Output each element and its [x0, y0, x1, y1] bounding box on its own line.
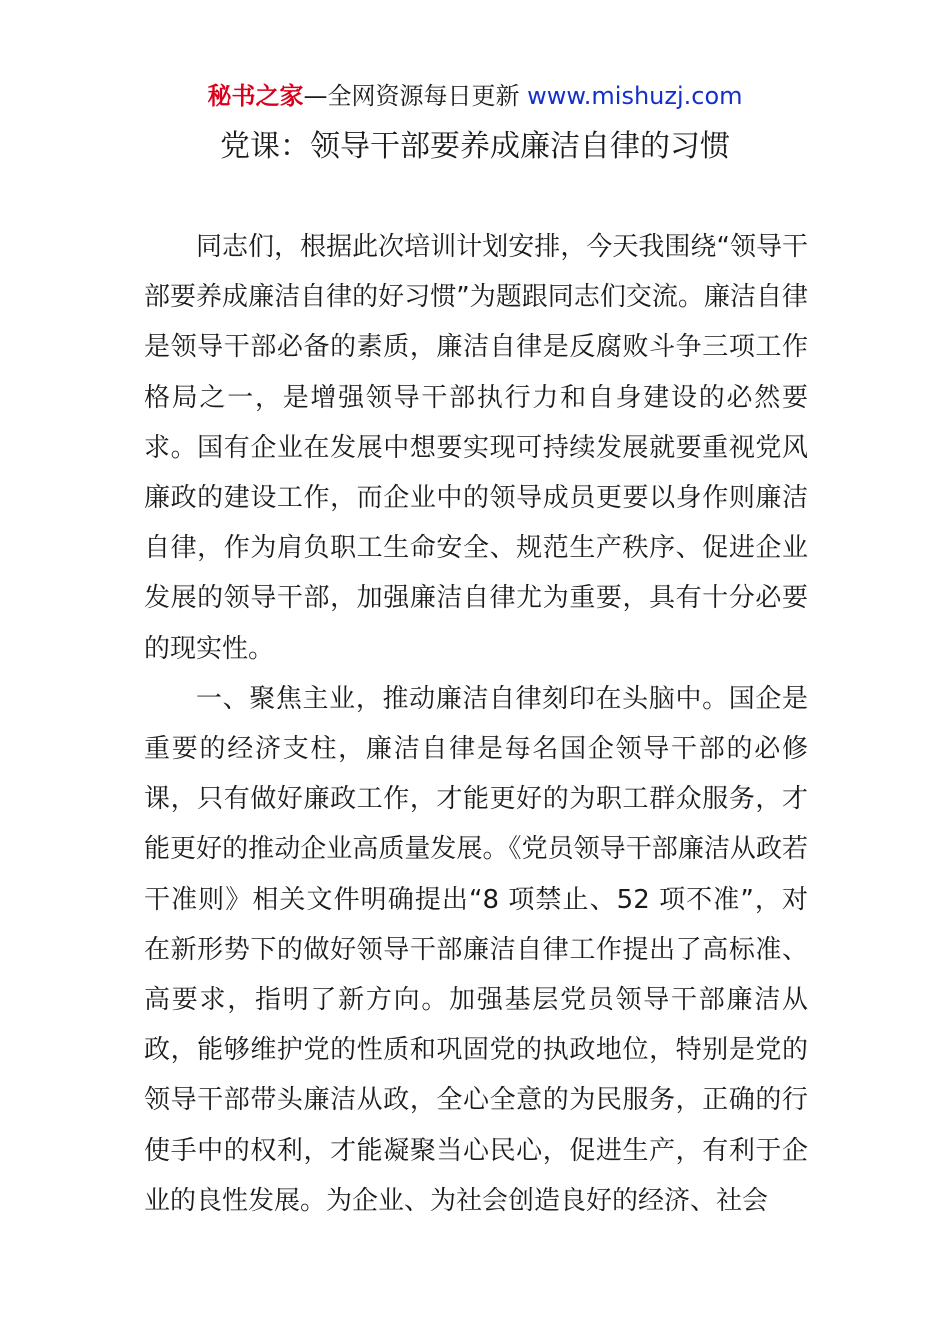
paragraph-section-one: 一、聚焦主业，推动廉洁自律刻印在头脑中。国企是重要的经济支柱，廉洁自律是每名国企领导干部的必修课，只有做好廉政工作，才能更好的为职工群众服务，才能更好的推动企业高质量发展。《党员领导干部廉洁从政若干准则》相关文件明确提出“8 项禁止、52 项不准”，对在新形势下的做好领导干部廉洁自律工作提出了高标准、高要求，指明了新方向。加强基层党员领导干部廉洁从政，能够维护党的性质和巩固党的执政地位，特别是党的领导干部带头廉洁从政，全心全意的为民服务，正确的行使手中的权利，才能凝聚当心民心，促进生产，有利于企业的良性发展。为企业、为社会创造良好的经济、社会: [144, 683, 808, 1216]
document-title: 党课：领导干部要养成廉洁自律的习惯: [220, 129, 730, 164]
paragraph-intro: 同志们，根据此次培训计划安排，今天我围绕“领导干部要养成廉洁自律的好习惯”为题跟同志们交流。廉洁自律是领导干部必备的素质，廉洁自律是反腐败斗争三项工作格局之一，是增强领导干部执行力和自身建设的必然要求。国有企业在发展中想要实现可持续发展就要重视党风廉政的建设工作，而企业中的领导成员更要以身作则廉洁自律，作为肩负职工生命安全、规范生产秩序、促进企业发展的领导干部，加强廉洁自律尤为重要，具有十分必要的现实性。: [144, 232, 808, 664]
site-brand: 秘书之家: [207, 82, 304, 110]
site-url-link[interactable]: www.mishuzj.com: [527, 82, 743, 110]
site-header: [0, 80, 950, 112]
site-tagline: —全网资源每日更新: [303, 82, 528, 110]
document-body: [144, 222, 808, 1226]
